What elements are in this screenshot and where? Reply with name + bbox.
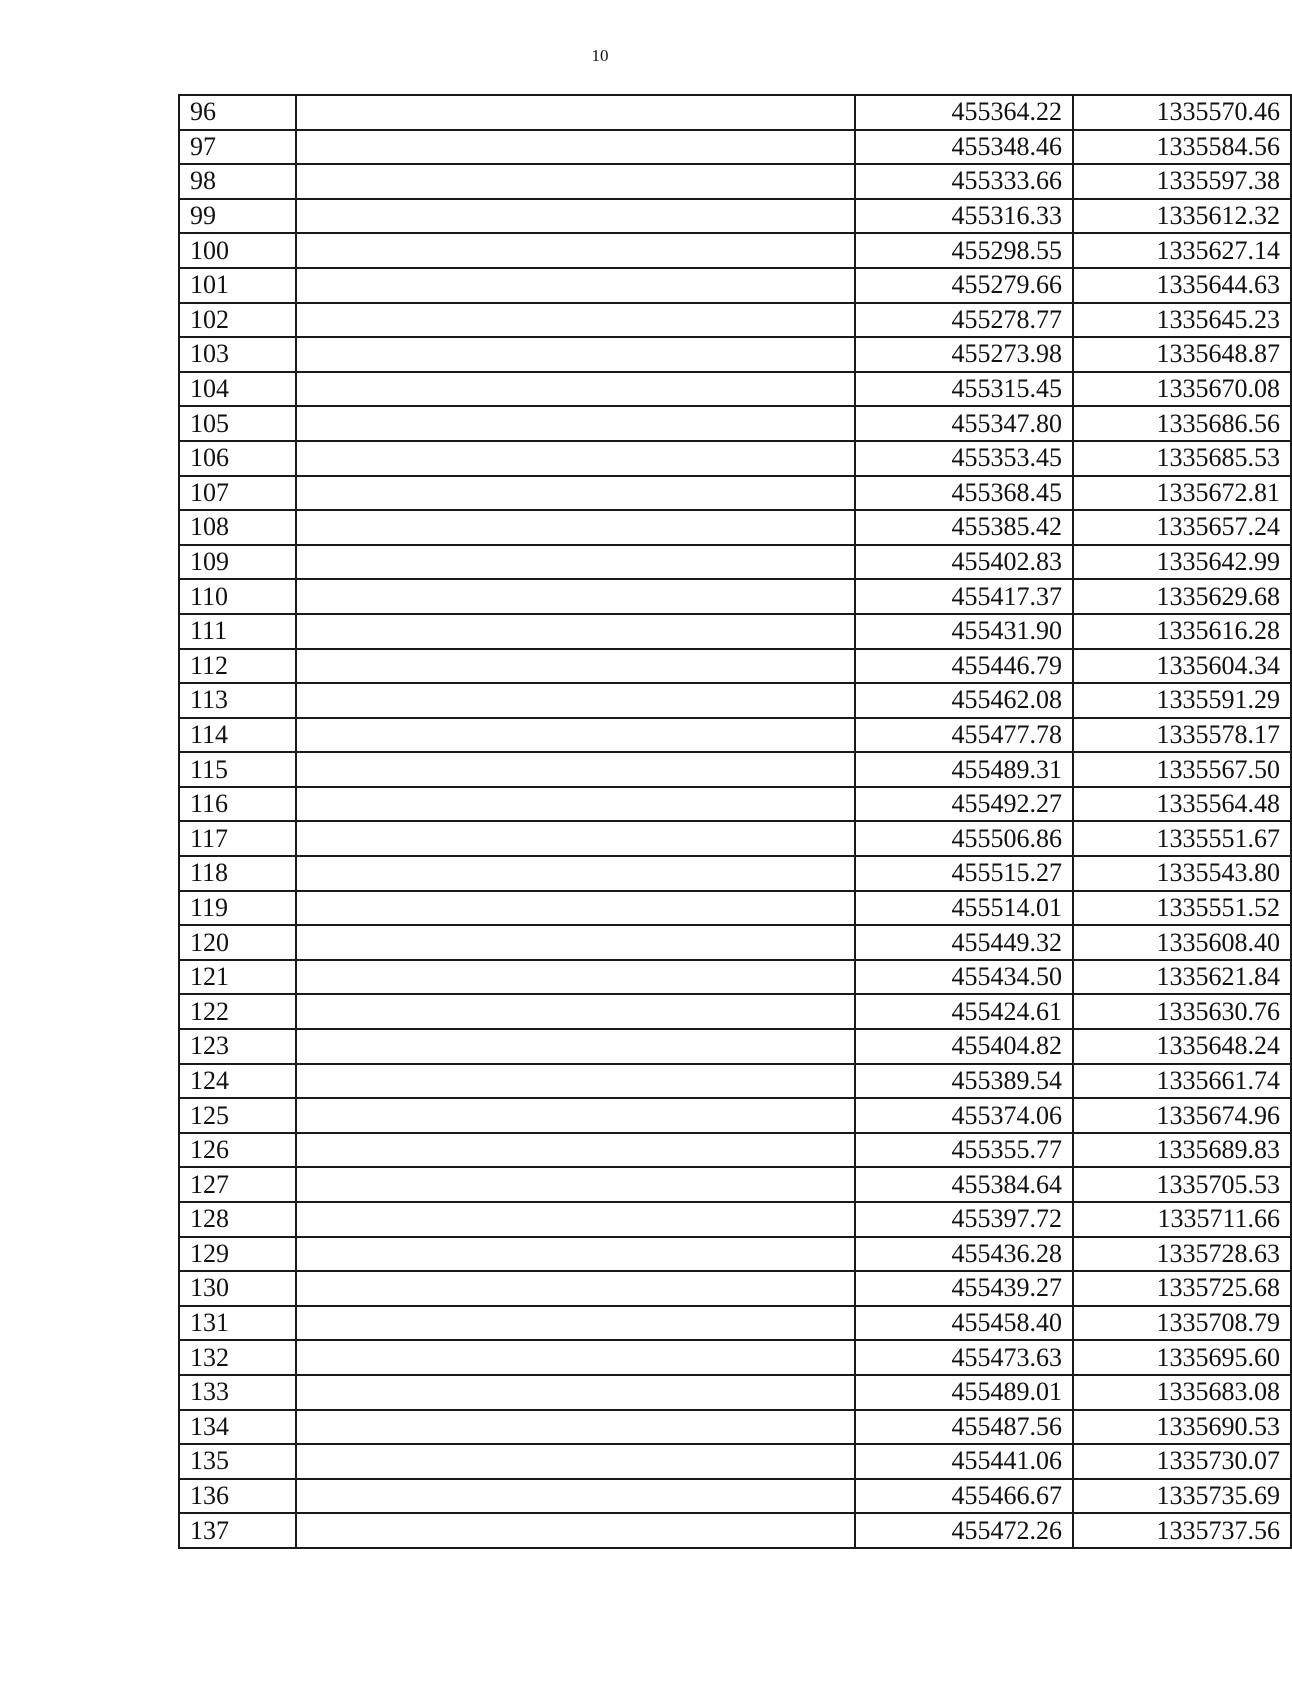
table-row <box>179 891 1291 926</box>
blank-cell <box>296 683 855 718</box>
x-coordinate-cell: 455348.46 <box>855 130 1073 165</box>
x-coordinate-cell: 455489.01 <box>855 1375 1073 1410</box>
point-number-cell: 115 <box>179 752 296 787</box>
blank-cell <box>296 579 855 614</box>
blank-cell <box>296 372 855 407</box>
x-coordinate-cell: 455389.54 <box>855 1064 1073 1099</box>
blank-cell <box>296 994 855 1029</box>
y-coordinate-cell: 1335608.40 <box>1073 925 1291 960</box>
y-coordinate-cell: 1335564.48 <box>1073 787 1291 822</box>
table-row <box>179 1479 1291 1514</box>
y-coordinate-cell: 1335570.46 <box>1073 95 1291 130</box>
blank-cell <box>296 1029 855 1064</box>
table-row <box>179 268 1291 303</box>
blank-cell <box>296 1271 855 1306</box>
point-number-cell: 113 <box>179 683 296 718</box>
point-number-cell: 120 <box>179 925 296 960</box>
y-coordinate-cell: 1335674.96 <box>1073 1098 1291 1133</box>
coordinates-table-body <box>179 95 1291 1548</box>
x-coordinate-cell: 455385.42 <box>855 510 1073 545</box>
table-row <box>179 372 1291 407</box>
y-coordinate-cell: 1335648.87 <box>1073 337 1291 372</box>
y-coordinate-cell: 1335591.29 <box>1073 683 1291 718</box>
y-coordinate-cell: 1335645.23 <box>1073 303 1291 338</box>
x-coordinate-cell: 455466.67 <box>855 1479 1073 1514</box>
point-number-cell: 97 <box>179 130 296 165</box>
y-coordinate-cell: 1335648.24 <box>1073 1029 1291 1064</box>
y-coordinate-cell: 1335683.08 <box>1073 1375 1291 1410</box>
x-coordinate-cell: 455477.78 <box>855 718 1073 753</box>
x-coordinate-cell: 455462.08 <box>855 683 1073 718</box>
table-row <box>179 1237 1291 1272</box>
table-row <box>179 1029 1291 1064</box>
point-number-cell: 133 <box>179 1375 296 1410</box>
point-number-cell: 106 <box>179 441 296 476</box>
blank-cell <box>296 545 855 580</box>
table-row <box>179 821 1291 856</box>
point-number-cell: 111 <box>179 614 296 649</box>
y-coordinate-cell: 1335670.08 <box>1073 372 1291 407</box>
blank-cell <box>296 856 855 891</box>
table-row <box>179 95 1291 130</box>
table-row <box>179 1098 1291 1133</box>
x-coordinate-cell: 455384.64 <box>855 1167 1073 1202</box>
blank-cell <box>296 303 855 338</box>
x-coordinate-cell: 455492.27 <box>855 787 1073 822</box>
table-row <box>179 1167 1291 1202</box>
point-number-cell: 101 <box>179 268 296 303</box>
blank-cell <box>296 821 855 856</box>
y-coordinate-cell: 1335735.69 <box>1073 1479 1291 1514</box>
y-coordinate-cell: 1335686.56 <box>1073 406 1291 441</box>
table-row <box>179 925 1291 960</box>
point-number-cell: 99 <box>179 199 296 234</box>
table-row <box>179 164 1291 199</box>
x-coordinate-cell: 455397.72 <box>855 1202 1073 1237</box>
table-row <box>179 1202 1291 1237</box>
blank-cell <box>296 1513 855 1548</box>
y-coordinate-cell: 1335737.56 <box>1073 1513 1291 1548</box>
y-coordinate-cell: 1335551.67 <box>1073 821 1291 856</box>
x-coordinate-cell: 455404.82 <box>855 1029 1073 1064</box>
x-coordinate-cell: 455487.56 <box>855 1410 1073 1445</box>
table-row <box>179 545 1291 580</box>
point-number-cell: 96 <box>179 95 296 130</box>
y-coordinate-cell: 1335642.99 <box>1073 545 1291 580</box>
x-coordinate-cell: 455424.61 <box>855 994 1073 1029</box>
y-coordinate-cell: 1335616.28 <box>1073 614 1291 649</box>
table-row <box>179 510 1291 545</box>
point-number-cell: 107 <box>179 476 296 511</box>
table-row <box>179 1133 1291 1168</box>
y-coordinate-cell: 1335711.66 <box>1073 1202 1291 1237</box>
point-number-cell: 126 <box>179 1133 296 1168</box>
blank-cell <box>296 1167 855 1202</box>
blank-cell <box>296 718 855 753</box>
point-number-cell: 109 <box>179 545 296 580</box>
x-coordinate-cell: 455278.77 <box>855 303 1073 338</box>
point-number-cell: 137 <box>179 1513 296 1548</box>
blank-cell <box>296 752 855 787</box>
coordinates-table <box>178 94 1292 1549</box>
x-coordinate-cell: 455506.86 <box>855 821 1073 856</box>
blank-cell <box>296 960 855 995</box>
blank-cell <box>296 406 855 441</box>
x-coordinate-cell: 455417.37 <box>855 579 1073 614</box>
y-coordinate-cell: 1335567.50 <box>1073 752 1291 787</box>
y-coordinate-cell: 1335690.53 <box>1073 1410 1291 1445</box>
x-coordinate-cell: 455374.06 <box>855 1098 1073 1133</box>
table-row <box>179 303 1291 338</box>
x-coordinate-cell: 455434.50 <box>855 960 1073 995</box>
y-coordinate-cell: 1335630.76 <box>1073 994 1291 1029</box>
point-number-cell: 117 <box>179 821 296 856</box>
x-coordinate-cell: 455347.80 <box>855 406 1073 441</box>
blank-cell <box>296 1306 855 1341</box>
point-number-cell: 127 <box>179 1167 296 1202</box>
point-number-cell: 121 <box>179 960 296 995</box>
blank-cell <box>296 130 855 165</box>
x-coordinate-cell: 455458.40 <box>855 1306 1073 1341</box>
x-coordinate-cell: 455333.66 <box>855 164 1073 199</box>
y-coordinate-cell: 1335695.60 <box>1073 1340 1291 1375</box>
point-number-cell: 131 <box>179 1306 296 1341</box>
table-row <box>179 579 1291 614</box>
blank-cell <box>296 199 855 234</box>
y-coordinate-cell: 1335685.53 <box>1073 441 1291 476</box>
blank-cell <box>296 1237 855 1272</box>
point-number-cell: 130 <box>179 1271 296 1306</box>
table-row <box>179 994 1291 1029</box>
table-row <box>179 1410 1291 1445</box>
x-coordinate-cell: 455449.32 <box>855 925 1073 960</box>
blank-cell <box>296 1410 855 1445</box>
point-number-cell: 123 <box>179 1029 296 1064</box>
y-coordinate-cell: 1335604.34 <box>1073 649 1291 684</box>
point-number-cell: 129 <box>179 1237 296 1272</box>
point-number-cell: 112 <box>179 649 296 684</box>
blank-cell <box>296 1064 855 1099</box>
point-number-cell: 118 <box>179 856 296 891</box>
table-row <box>179 649 1291 684</box>
x-coordinate-cell: 455489.31 <box>855 752 1073 787</box>
blank-cell <box>296 1133 855 1168</box>
point-number-cell: 124 <box>179 1064 296 1099</box>
y-coordinate-cell: 1335597.38 <box>1073 164 1291 199</box>
y-coordinate-cell: 1335627.14 <box>1073 233 1291 268</box>
x-coordinate-cell: 455364.22 <box>855 95 1073 130</box>
point-number-cell: 103 <box>179 337 296 372</box>
y-coordinate-cell: 1335657.24 <box>1073 510 1291 545</box>
blank-cell <box>296 787 855 822</box>
table-row <box>179 337 1291 372</box>
x-coordinate-cell: 455316.33 <box>855 199 1073 234</box>
y-coordinate-cell: 1335730.07 <box>1073 1444 1291 1479</box>
table-row <box>179 1064 1291 1099</box>
point-number-cell: 125 <box>179 1098 296 1133</box>
x-coordinate-cell: 455431.90 <box>855 614 1073 649</box>
x-coordinate-cell: 455436.28 <box>855 1237 1073 1272</box>
y-coordinate-cell: 1335543.80 <box>1073 856 1291 891</box>
x-coordinate-cell: 455514.01 <box>855 891 1073 926</box>
table-row <box>179 752 1291 787</box>
blank-cell <box>296 1444 855 1479</box>
x-coordinate-cell: 455472.26 <box>855 1513 1073 1548</box>
blank-cell <box>296 268 855 303</box>
y-coordinate-cell: 1335578.17 <box>1073 718 1291 753</box>
table-row <box>179 1271 1291 1306</box>
y-coordinate-cell: 1335728.63 <box>1073 1237 1291 1272</box>
x-coordinate-cell: 455441.06 <box>855 1444 1073 1479</box>
y-coordinate-cell: 1335629.68 <box>1073 579 1291 614</box>
point-number-cell: 102 <box>179 303 296 338</box>
blank-cell <box>296 614 855 649</box>
blank-cell <box>296 95 855 130</box>
x-coordinate-cell: 455279.66 <box>855 268 1073 303</box>
blank-cell <box>296 510 855 545</box>
blank-cell <box>296 649 855 684</box>
x-coordinate-cell: 455446.79 <box>855 649 1073 684</box>
y-coordinate-cell: 1335621.84 <box>1073 960 1291 995</box>
y-coordinate-cell: 1335725.68 <box>1073 1271 1291 1306</box>
table-row <box>179 199 1291 234</box>
point-number-cell: 105 <box>179 406 296 441</box>
x-coordinate-cell: 455515.27 <box>855 856 1073 891</box>
table-row <box>179 1444 1291 1479</box>
point-number-cell: 135 <box>179 1444 296 1479</box>
y-coordinate-cell: 1335661.74 <box>1073 1064 1291 1099</box>
point-number-cell: 116 <box>179 787 296 822</box>
table-row <box>179 1375 1291 1410</box>
x-coordinate-cell: 455353.45 <box>855 441 1073 476</box>
x-coordinate-cell: 455273.98 <box>855 337 1073 372</box>
x-coordinate-cell: 455298.55 <box>855 233 1073 268</box>
blank-cell <box>296 925 855 960</box>
x-coordinate-cell: 455368.45 <box>855 476 1073 511</box>
table-row <box>179 614 1291 649</box>
table-row <box>179 441 1291 476</box>
point-number-cell: 108 <box>179 510 296 545</box>
table-row <box>179 960 1291 995</box>
table-row <box>179 233 1291 268</box>
table-row <box>179 1340 1291 1375</box>
blank-cell <box>296 476 855 511</box>
point-number-cell: 128 <box>179 1202 296 1237</box>
point-number-cell: 119 <box>179 891 296 926</box>
point-number-cell: 136 <box>179 1479 296 1514</box>
point-number-cell: 100 <box>179 233 296 268</box>
table-row <box>179 1513 1291 1548</box>
table-row <box>179 130 1291 165</box>
x-coordinate-cell: 455402.83 <box>855 545 1073 580</box>
table-row <box>179 787 1291 822</box>
blank-cell <box>296 891 855 926</box>
blank-cell <box>296 1098 855 1133</box>
y-coordinate-cell: 1335551.52 <box>1073 891 1291 926</box>
table-row <box>179 476 1291 511</box>
table-row <box>179 856 1291 891</box>
blank-cell <box>296 1479 855 1514</box>
x-coordinate-cell: 455315.45 <box>855 372 1073 407</box>
point-number-cell: 114 <box>179 718 296 753</box>
point-number-cell: 98 <box>179 164 296 199</box>
blank-cell <box>296 1202 855 1237</box>
y-coordinate-cell: 1335584.56 <box>1073 130 1291 165</box>
y-coordinate-cell: 1335689.83 <box>1073 1133 1291 1168</box>
table-row <box>179 1306 1291 1341</box>
point-number-cell: 110 <box>179 579 296 614</box>
blank-cell <box>296 1375 855 1410</box>
table-row <box>179 683 1291 718</box>
x-coordinate-cell: 455473.63 <box>855 1340 1073 1375</box>
y-coordinate-cell: 1335672.81 <box>1073 476 1291 511</box>
point-number-cell: 134 <box>179 1410 296 1445</box>
x-coordinate-cell: 455355.77 <box>855 1133 1073 1168</box>
blank-cell <box>296 441 855 476</box>
page-number: 10 <box>591 46 609 65</box>
blank-cell <box>296 233 855 268</box>
table-row <box>179 406 1291 441</box>
y-coordinate-cell: 1335705.53 <box>1073 1167 1291 1202</box>
y-coordinate-cell: 1335612.32 <box>1073 199 1291 234</box>
point-number-cell: 104 <box>179 372 296 407</box>
blank-cell <box>296 337 855 372</box>
table-row <box>179 718 1291 753</box>
blank-cell <box>296 1340 855 1375</box>
y-coordinate-cell: 1335644.63 <box>1073 268 1291 303</box>
point-number-cell: 132 <box>179 1340 296 1375</box>
blank-cell <box>296 164 855 199</box>
x-coordinate-cell: 455439.27 <box>855 1271 1073 1306</box>
point-number-cell: 122 <box>179 994 296 1029</box>
y-coordinate-cell: 1335708.79 <box>1073 1306 1291 1341</box>
